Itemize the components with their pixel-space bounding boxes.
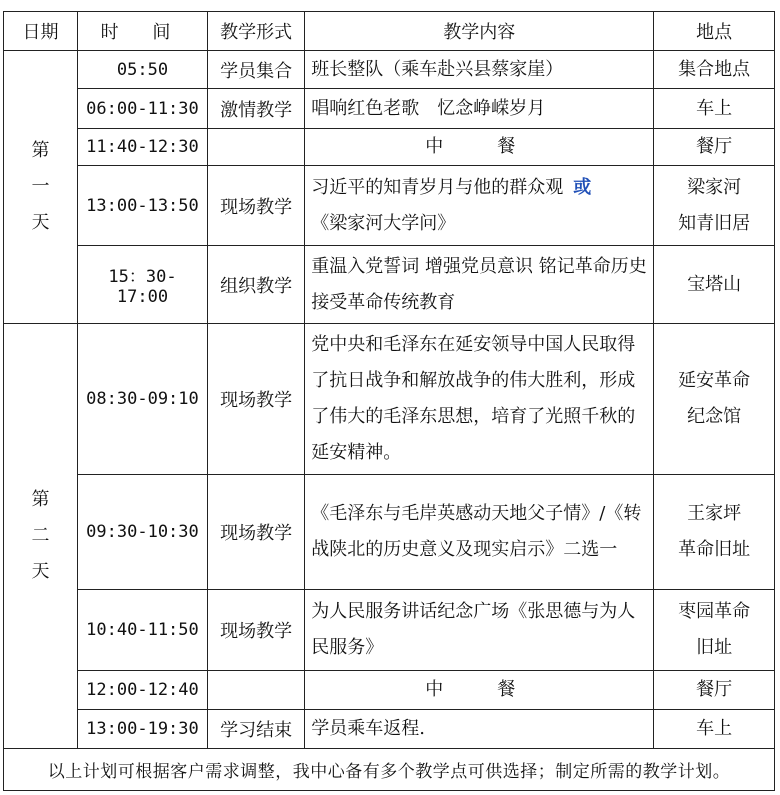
table-row	[4, 89, 775, 129]
location-cell: 枣园革命 旧址	[654, 590, 775, 671]
content-cell: 中 餐	[305, 671, 654, 710]
location-cell: 餐厅	[654, 671, 775, 710]
format-cell	[207, 671, 304, 710]
format-cell: 现场教学	[207, 475, 304, 590]
header-row	[4, 12, 775, 51]
content-cell: 习近平的知青岁月与他的群众观 或 《梁家河大学问》	[305, 166, 654, 246]
content-cell: 党中央和毛泽东在延安领导中国人民取得了抗日战争和解放战争的伟大胜利，形成了伟大的毛泽东思想，培育了光照千秋的延安精神。	[305, 324, 654, 475]
table-row	[4, 324, 775, 475]
schedule-table	[3, 11, 775, 791]
format-cell: 现场教学	[207, 166, 304, 246]
header-content: 教学内容	[305, 12, 654, 51]
location-cell: 延安革命 纪念馆	[654, 324, 775, 475]
day1-label: 第 一 天	[4, 51, 78, 324]
or-marker: 或	[573, 176, 592, 198]
format-cell: 现场教学	[207, 324, 304, 475]
time-cell: 05:50	[78, 51, 208, 89]
table-row	[4, 590, 775, 671]
time-cell: 11:40-12:30	[78, 129, 208, 166]
content-cell: 《毛泽东与毛岸英感动天地父子情》/《转战陕北的历史意义及现实启示》二选一	[305, 475, 654, 590]
content-cell: 重温入党誓词 增强党员意识 铭记革命历史 接受革命传统教育	[305, 246, 654, 324]
format-cell: 学员集合	[207, 51, 304, 89]
time-cell: 09:30-10:30	[78, 475, 208, 590]
content-cell: 学员乘车返程.	[305, 710, 654, 749]
content-cell: 班长整队（乘车赴兴县蔡家崖）	[305, 51, 654, 89]
table-row	[4, 51, 775, 89]
day2-label: 第 二 天	[4, 324, 78, 749]
location-cell: 王家坪 革命旧址	[654, 475, 775, 590]
format-cell: 组织教学	[207, 246, 304, 324]
table-row	[4, 710, 775, 749]
table-row	[4, 166, 775, 246]
time-cell: 12:00-12:40	[78, 671, 208, 710]
format-cell: 现场教学	[207, 590, 304, 671]
content-cell: 中 餐	[305, 129, 654, 166]
content-cell: 为人民服务讲话纪念广场《张思德与为人民服务》	[305, 590, 654, 671]
location-cell: 梁家河 知青旧居	[654, 166, 775, 246]
table-row	[4, 671, 775, 710]
location-cell: 集合地点	[654, 51, 775, 89]
table-row	[4, 246, 775, 324]
location-cell: 餐厅	[654, 129, 775, 166]
header-date: 日期	[4, 12, 78, 51]
header-location: 地点	[654, 12, 775, 51]
content-cell: 唱响红色老歌 忆念峥嵘岁月	[305, 89, 654, 129]
time-cell: 15：30-17:00	[78, 246, 208, 324]
location-cell: 车上	[654, 89, 775, 129]
format-cell: 激情教学	[207, 89, 304, 129]
footer-note: 以上计划可根据客户需求调整，我中心备有多个教学点可供选择；制定所需的教学计划。	[4, 749, 775, 791]
footer-row	[4, 749, 775, 791]
location-cell: 车上	[654, 710, 775, 749]
table-row	[4, 129, 775, 166]
format-cell: 学习结束	[207, 710, 304, 749]
time-cell: 10:40-11:50	[78, 590, 208, 671]
location-cell: 宝塔山	[654, 246, 775, 324]
header-format: 教学形式	[207, 12, 304, 51]
table-row	[4, 475, 775, 590]
format-cell	[207, 129, 304, 166]
time-cell: 08:30-09:10	[78, 324, 208, 475]
time-cell: 13:00-13:50	[78, 166, 208, 246]
time-cell: 06:00-11:30	[78, 89, 208, 129]
time-cell: 13:00-19:30	[78, 710, 208, 749]
header-time: 时 间	[78, 12, 208, 51]
